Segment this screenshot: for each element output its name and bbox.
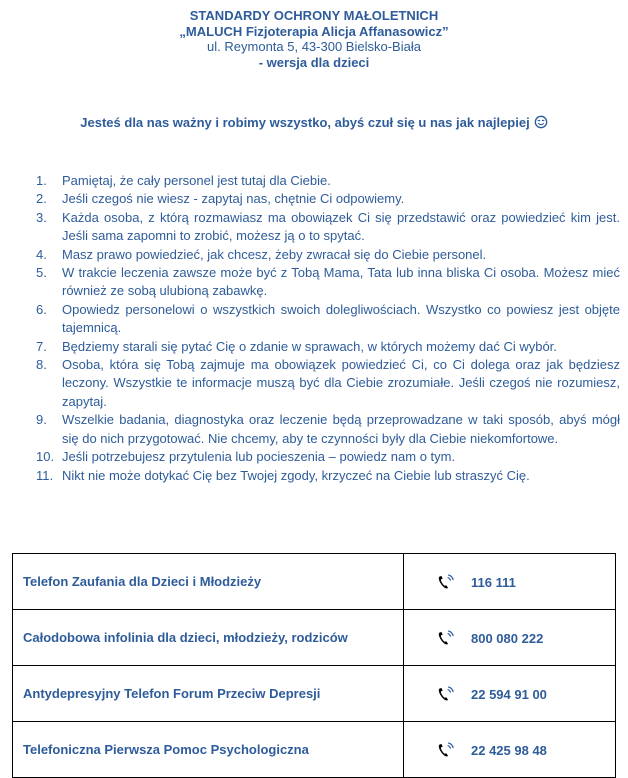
rule-item xyxy=(36,301,620,338)
helpline-phone-cell xyxy=(404,554,616,610)
rule-item xyxy=(36,338,620,356)
helpline-phone-cell xyxy=(404,666,616,722)
phone-icon xyxy=(437,630,455,646)
helpline-name: Antydepresyjny Telefon Forum Przeciw Depresji xyxy=(13,666,404,722)
document-header xyxy=(0,8,628,70)
document-version: - wersja dla dzieci xyxy=(258,54,370,70)
rule-text: Opowiedz personelowi o wszystkich swoich dolegliwościach. Wszystko co powiesz jest objęte tajemnicą. xyxy=(62,301,620,336)
table-row xyxy=(13,610,616,666)
table-row xyxy=(13,722,616,778)
rules-list xyxy=(36,172,620,485)
rule-number: 10. xyxy=(36,449,55,465)
rule-item xyxy=(36,448,620,466)
rule-number: 4. xyxy=(36,246,47,262)
rule-number: 9. xyxy=(36,412,47,428)
helpline-phone-cell xyxy=(404,610,616,666)
helpline-name: Całodobowa infolinia dla dzieci, młodzieży, rodziców xyxy=(13,610,404,666)
rule-item xyxy=(36,246,620,264)
helpline-table xyxy=(12,553,616,778)
table-row xyxy=(13,666,616,722)
rule-text: Każda osoba, z którą rozmawiasz ma obowiązek Ci się przedstawić oraz powiedzieć kim jest. Jeśli sama zapomni to zrobić, możesz ją o to spytać. xyxy=(62,209,620,244)
rule-text: Wszelkie badania, diagnostyka oraz leczenie będą przeprowadzane w taki sposób, abyś mógł się do nich przygotować. Nie chcemy, aby te czynności były dla Ciebie niekomfortowe. xyxy=(62,412,620,446)
rule-number: 6. xyxy=(36,301,47,317)
helpline-phone-number[interactable]: 22 425 98 48 xyxy=(471,742,547,758)
phone-icon xyxy=(437,574,455,590)
phone-icon xyxy=(437,742,455,758)
organization-name: „MALUCH Fizjoterapia Alicja Affanasowicz” xyxy=(179,23,449,39)
intro-text: Jesteś dla nas ważny i robimy wszystko, abyś czuł się u nas jak najlepiej xyxy=(80,115,530,130)
table-row xyxy=(13,554,616,610)
helpline-name: Telefoniczna Pierwsza Pomoc Psychologiczna xyxy=(13,722,404,778)
rule-item xyxy=(36,467,620,485)
rule-text: Będziemy starali się pytać Cię o zdanie w sprawach, w których możemy dać Ci wybór. xyxy=(62,338,557,354)
rule-item xyxy=(36,172,620,190)
rule-number: 3. xyxy=(36,209,47,225)
helpline-phone-cell xyxy=(404,722,616,778)
helpline-phone-number[interactable]: 22 594 91 00 xyxy=(471,686,547,702)
rule-text: Jeśli potrzebujesz przytulenia lub pocieszenia – powiedz nam o tym. xyxy=(62,449,456,465)
rule-text: W trakcie leczenia zawsze może być z Tobą Mama, Tata lub inna bliska Ci osoba. Możesz mieć również ze sobą ulubioną zabawkę. xyxy=(62,265,620,299)
helpline-phone-number[interactable]: 116 111 xyxy=(471,574,516,590)
smiley-icon xyxy=(534,115,548,129)
rule-text: Masz prawo powiedzieć, jak chcesz, żeby zwracał się do Ciebie personel. xyxy=(62,246,487,262)
rule-item xyxy=(36,264,620,301)
intro-sentence xyxy=(0,115,628,131)
organization-address: ul. Reymonta 5, 43-300 Bielsko-Biała xyxy=(207,39,421,54)
rule-number: 5. xyxy=(36,265,47,281)
rule-number: 7. xyxy=(36,338,47,354)
phone-icon xyxy=(437,686,455,702)
rule-number: 11. xyxy=(36,467,54,483)
rule-item xyxy=(36,356,620,411)
rule-text: Osoba, która się Tobą zajmuje ma obowiązek powiedzieć Ci, co Ci dolega oraz jak będziesz leczony. Wszystkie te informacje muszą być dla Ciebie zrozumiałe. Jeśli czegoś nie rozumiesz, zapytaj. xyxy=(62,357,620,409)
rule-item xyxy=(36,411,620,448)
rule-number: 8. xyxy=(36,357,47,373)
rule-text: Nikt nie może dotykać Cię bez Twojej zgody, krzyczeć na Ciebie lub straszyć Cię. xyxy=(62,467,530,483)
helpline-name: Telefon Zaufania dla Dzieci i Młodzieży xyxy=(13,554,404,610)
document-title: STANDARDY OCHRONY MAŁOLETNICH xyxy=(189,8,439,23)
rule-text: Jeśli czegoś nie wiesz - zapytaj nas, chętnie Ci odpowiemy. xyxy=(62,191,405,207)
rule-text: Pamiętaj, że cały personel jest tutaj dla Ciebie. xyxy=(62,173,331,188)
rule-item xyxy=(36,209,620,246)
rule-number: 1. xyxy=(36,173,47,188)
rule-number: 2. xyxy=(36,191,47,207)
helpline-phone-number[interactable]: 800 080 222 xyxy=(471,630,544,646)
rule-item xyxy=(36,190,620,208)
